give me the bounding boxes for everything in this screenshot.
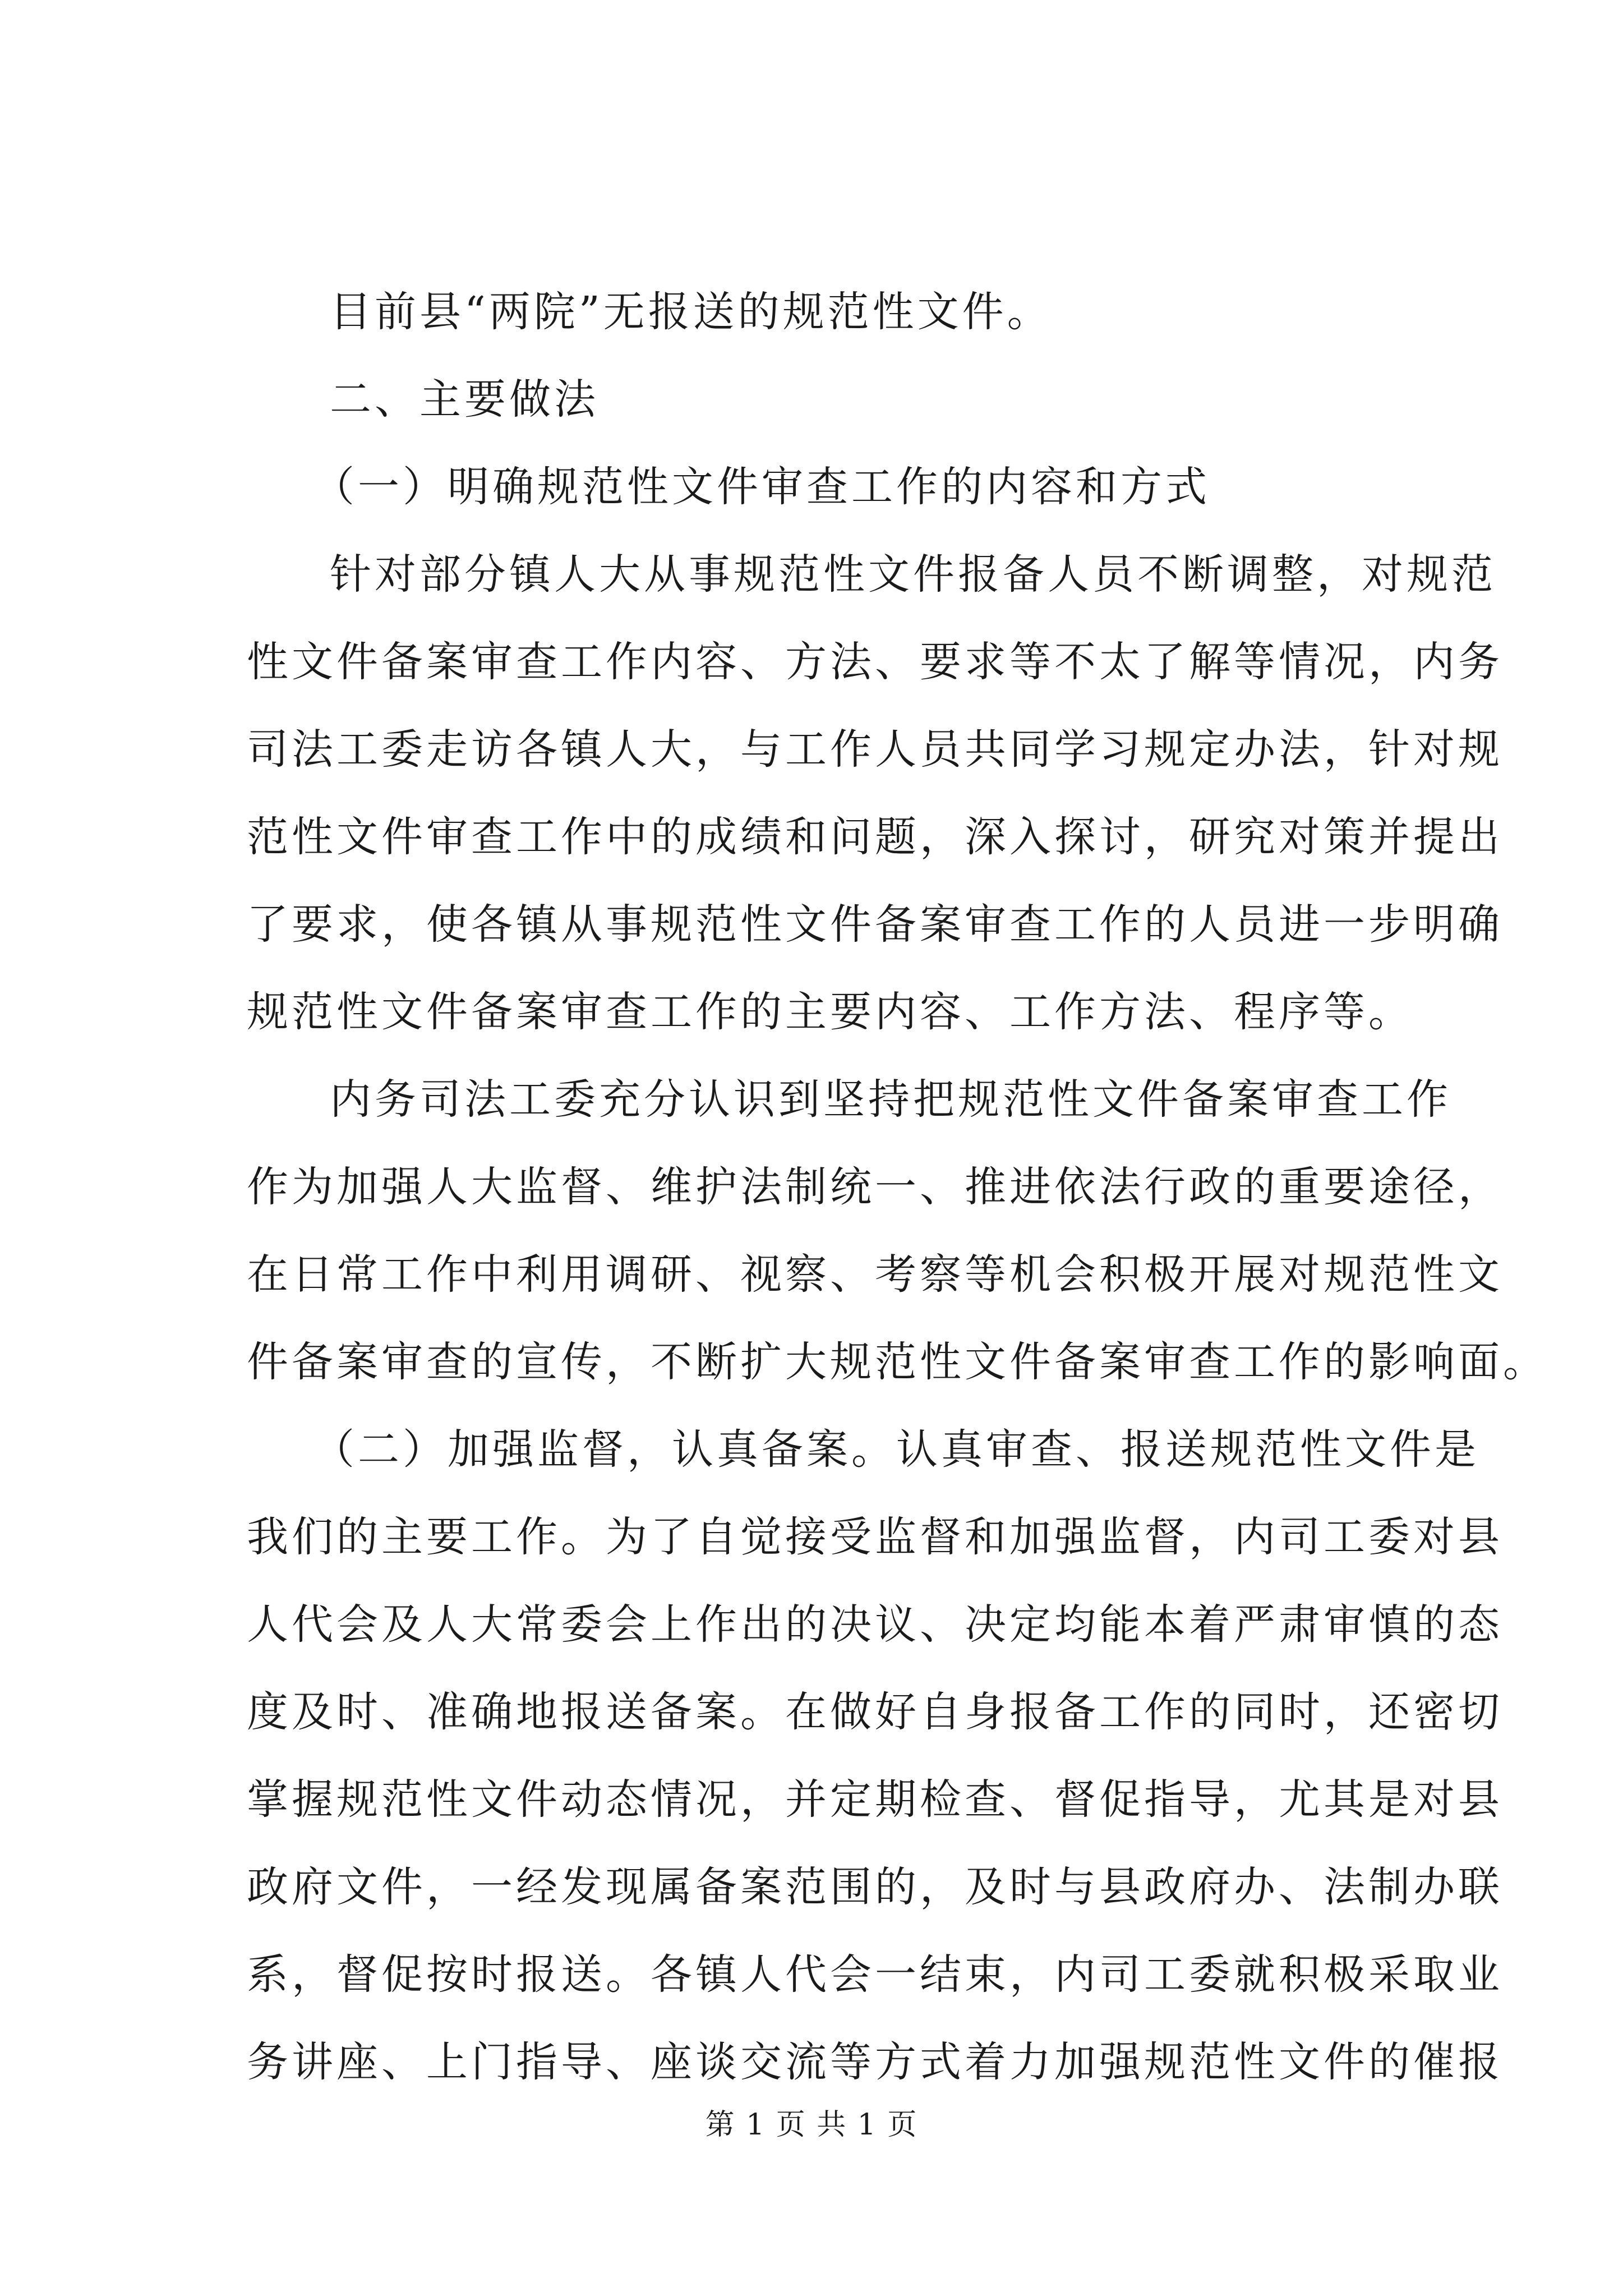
paragraph-line: 司法工委走访各镇人大，与工作人员共同学习规定办法，针对规	[247, 725, 1503, 774]
paragraph-line: 了要求，使各镇从事规范性文件备案审查工作的人员进一步明确	[247, 900, 1503, 949]
page-number-footer: 第 1 页 共 1 页	[705, 2108, 918, 2142]
paragraph-line: 内务司法工委充分认识到坚持把规范性文件备案审查工作	[330, 1075, 1451, 1124]
paragraph-line: 政府文件，一经发现属备案范围的，及时与县政府办、法制办联	[247, 1863, 1503, 1911]
subsection-heading: （一）明确规范性文件审查工作的内容和方式	[313, 463, 1210, 511]
paragraph-line: 我们的主要工作。为了自觉接受监督和加强监督，内司工委对县	[247, 1513, 1503, 1561]
paragraph-line: 度及时、准确地报送备案。在做好自身报备工作的同时，还密切	[247, 1688, 1503, 1736]
paragraph-line: 规范性文件备案审查工作的主要内容、工作方法、程序等。	[247, 988, 1413, 1036]
paragraph-line: 在日常工作中利用调研、视察、考察等机会积极开展对规范性文	[247, 1250, 1503, 1299]
paragraph-line: 作为加强人大监督、维护法制统一、推进依法行政的重要途径，	[247, 1163, 1503, 1211]
paragraph-line: 范性文件审查工作中的成绩和问题，深入探讨，研究对策并提出	[247, 813, 1503, 861]
paragraph-line: 目前县“两院”无报送的规范性文件。	[330, 288, 1052, 336]
document-body	[247, 268, 1548, 2106]
paragraph-line: 务讲座、上门指导、座谈交流等方式着力加强规范性文件的催报	[247, 2038, 1503, 2086]
paragraph-line: 件备案审查的宣传，不断扩大规范性文件备案审查工作的影响面。	[247, 1338, 1548, 1386]
paragraph-line: 针对部分镇人大从事规范性文件报备人员不断调整，对规范	[330, 550, 1496, 599]
section-heading: 二、主要做法	[330, 375, 599, 424]
paragraph-line: 掌握规范性文件动态情况，并定期检查、督促指导，尤其是对县	[247, 1775, 1503, 1824]
paragraph-line: 系，督促按时报送。各镇人代会一结束，内司工委就积极采取业	[247, 1950, 1503, 1999]
paragraph-line: 性文件备案审查工作内容、方法、要求等不太了解等情况，内务	[247, 638, 1503, 686]
subsection-paragraph-line: （二）加强监督，认真备案。认真审查、报送规范性文件是	[313, 1425, 1479, 1474]
paragraph-line: 人代会及人大常委会上作出的决议、决定均能本着严肃审慎的态	[247, 1600, 1503, 1649]
